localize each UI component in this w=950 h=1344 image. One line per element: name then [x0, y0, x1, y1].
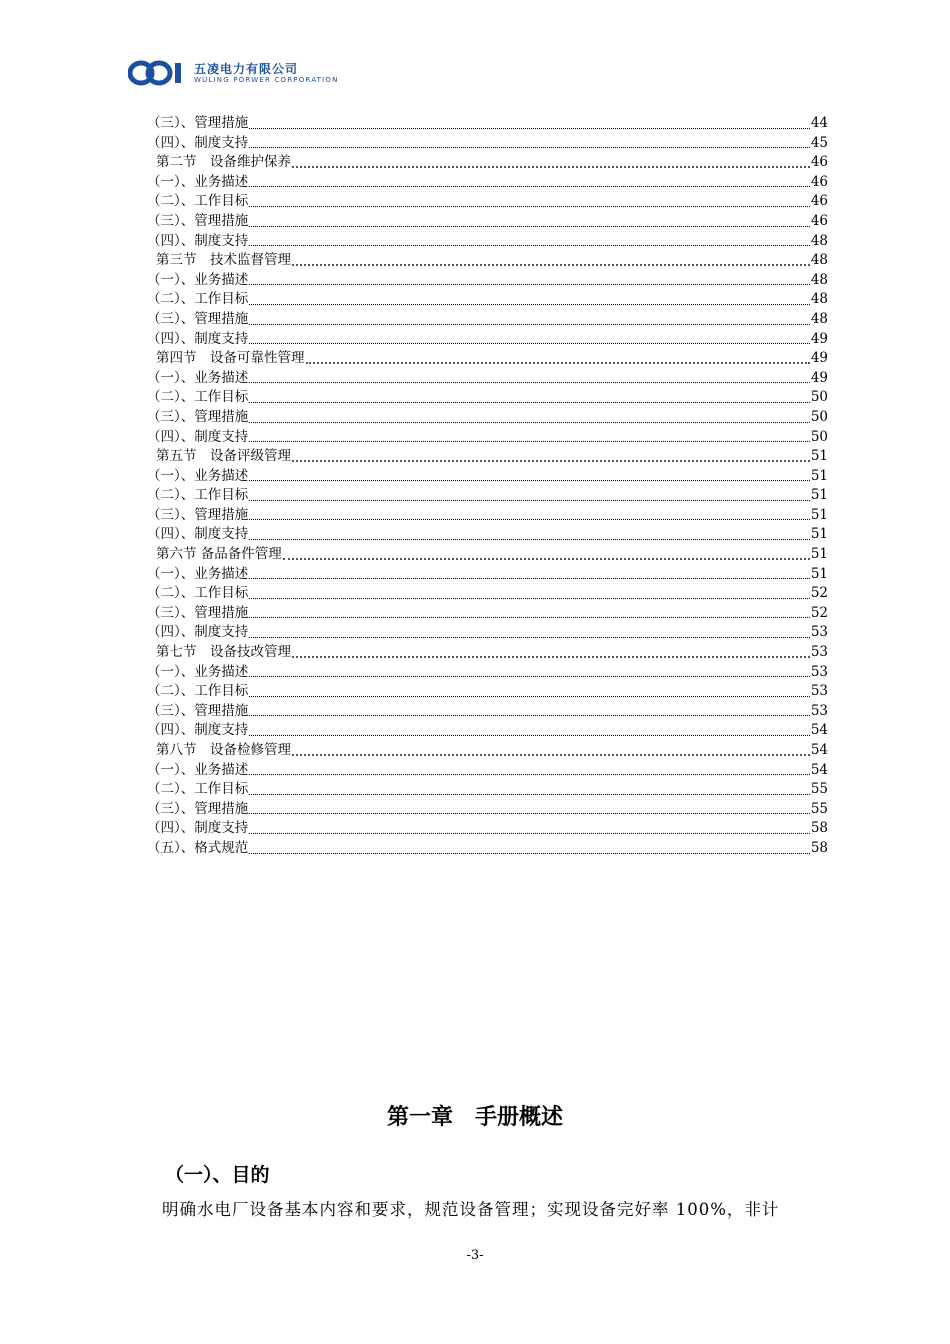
toc-entry[interactable]	[147, 467, 828, 487]
toc-entry-label: （一）、业务描述	[147, 369, 249, 386]
toc-entry-label: （一）、业务描述	[147, 467, 249, 484]
toc-entry-label: （一）、业务描述	[147, 761, 249, 778]
company-name-en: WULING PORWER CORPORATION	[194, 75, 339, 84]
toc-entry-page: 49	[810, 369, 828, 386]
toc-entry[interactable]	[147, 388, 828, 408]
subsection-title: （一）、目的	[165, 1164, 270, 1186]
toc-entry[interactable]	[147, 114, 828, 134]
toc-entry[interactable]	[147, 212, 828, 232]
toc-entry-label: （三）、管理措施	[147, 800, 249, 817]
toc-entry-label: （二）、工作目标	[147, 781, 249, 798]
toc-entry-label: （二）、工作目标	[147, 193, 249, 210]
toc-entry-label: （二）、工作目标	[147, 291, 249, 308]
toc-dot-leader	[249, 500, 810, 501]
toc-section-entry[interactable]	[147, 741, 828, 761]
toc-dot-leader	[249, 402, 810, 403]
toc-entry-page: 48	[810, 232, 828, 249]
toc-section-entry[interactable]	[147, 251, 828, 271]
toc-section-entry[interactable]	[147, 545, 828, 565]
toc-entry-label: （三）、管理措施	[147, 310, 249, 327]
toc-entry-page: 52	[810, 585, 828, 602]
toc-entry[interactable]	[147, 330, 828, 350]
toc-dot-leader	[249, 441, 810, 442]
toc-entry-page: 51	[810, 467, 828, 484]
toc-entry-label: （四）、制度支持	[147, 624, 249, 641]
toc-entry-page: 50	[810, 408, 828, 425]
toc-dot-leader	[249, 833, 810, 834]
toc-dot-leader	[249, 245, 810, 246]
toc-entry-page: 45	[810, 134, 828, 151]
toc-section-entry[interactable]	[147, 643, 828, 663]
toc-entry-page: 58	[810, 839, 828, 856]
toc-entry-label: （三）、管理措施	[147, 604, 249, 621]
toc-dot-leader	[249, 206, 810, 207]
toc-entry-label: （四）、制度支持	[147, 134, 249, 151]
toc-dot-leader	[292, 166, 810, 168]
toc-entry-page: 44	[810, 115, 828, 131]
toc-dot-leader	[249, 284, 810, 285]
toc-entry[interactable]	[147, 839, 828, 859]
toc-dot-leader	[249, 519, 810, 520]
table-of-contents	[147, 114, 828, 859]
toc-entry-page: 58	[810, 820, 828, 837]
toc-dot-leader	[249, 598, 810, 599]
toc-entry-page: 54	[810, 742, 828, 758]
toc-dot-leader	[249, 774, 810, 775]
toc-entry-page: 53	[810, 702, 828, 719]
toc-dot-leader	[249, 422, 810, 423]
toc-entry[interactable]	[147, 800, 828, 820]
toc-entry[interactable]	[147, 271, 828, 291]
toc-entry-page: 51	[810, 565, 828, 582]
page-header	[128, 60, 339, 86]
toc-entry[interactable]	[147, 780, 828, 800]
toc-entry-label: （一）、业务描述	[147, 271, 249, 288]
toc-entry-page: 52	[810, 604, 828, 621]
toc-entry[interactable]	[147, 663, 828, 683]
toc-dot-leader	[249, 715, 810, 716]
toc-entry-page: 53	[810, 644, 828, 661]
toc-entry-label: 第五节 设备评级管理	[156, 448, 291, 465]
toc-entry[interactable]	[147, 584, 828, 604]
toc-dot-leader	[306, 362, 810, 364]
company-name	[194, 63, 339, 84]
toc-dot-leader	[249, 480, 810, 481]
toc-entry[interactable]	[147, 761, 828, 781]
toc-entry[interactable]	[147, 290, 828, 310]
body-paragraph: 明确水电厂设备基本内容和要求，规范设备管理；实现设备完好率 100%，非计	[162, 1200, 780, 1219]
toc-entry[interactable]	[147, 819, 828, 839]
toc-entry-page: 51	[810, 506, 828, 523]
toc-entry-label: （四）、制度支持	[147, 330, 249, 347]
toc-dot-leader	[249, 617, 810, 618]
toc-entry-label: （一）、业务描述	[147, 663, 249, 680]
toc-dot-leader	[249, 637, 810, 638]
toc-dot-leader	[249, 304, 810, 305]
toc-entry-page: 54	[810, 722, 828, 739]
toc-entry[interactable]	[147, 134, 828, 154]
toc-dot-leader	[292, 754, 810, 756]
toc-entry-label: （三）、管理措施	[147, 408, 249, 425]
toc-dot-leader	[249, 676, 810, 677]
toc-entry-page: 48	[810, 310, 828, 327]
toc-entry[interactable]	[147, 525, 828, 545]
toc-entry-label: （一）、业务描述	[147, 565, 249, 582]
toc-entry-label: （三）、管理措施	[147, 702, 249, 719]
company-name-cn: 五凌电力有限公司	[194, 61, 299, 76]
toc-dot-leader	[249, 853, 810, 854]
toc-entry-page: 54	[810, 761, 828, 778]
toc-entry-label: 第四节 设备可靠性管理	[156, 350, 305, 367]
toc-entry[interactable]	[147, 623, 828, 643]
toc-entry[interactable]	[147, 702, 828, 722]
toc-dot-leader	[249, 539, 810, 540]
toc-entry[interactable]	[147, 408, 828, 428]
toc-entry-page: 51	[810, 487, 828, 504]
toc-dot-leader	[249, 794, 810, 795]
toc-entry-page: 51	[810, 546, 828, 563]
toc-dot-leader	[249, 813, 810, 814]
toc-entry-page: 48	[810, 291, 828, 308]
toc-entry[interactable]	[147, 486, 828, 506]
toc-entry-label: 第二节 设备维护保养	[156, 154, 291, 171]
toc-entry-page: 46	[810, 173, 828, 190]
toc-dot-leader	[249, 382, 810, 383]
toc-dot-leader	[249, 226, 810, 227]
toc-dot-leader	[249, 696, 810, 697]
toc-entry-label: 第六节 备品备件管理	[156, 546, 282, 563]
chapter-title: 第一章 手册概述	[386, 1105, 563, 1130]
toc-entry-page: 49	[810, 350, 828, 367]
toc-entry[interactable]	[147, 173, 828, 193]
toc-entry[interactable]	[147, 428, 828, 448]
toc-entry-label: 第三节 技术监督管理	[156, 252, 291, 269]
toc-entry[interactable]	[147, 721, 828, 741]
toc-entry-page: 51	[810, 448, 828, 465]
toc-dot-leader	[249, 343, 810, 344]
toc-entry-label: （五）、格式规范	[147, 839, 249, 856]
toc-dot-leader	[249, 147, 810, 148]
toc-entry-label: （四）、制度支持	[147, 526, 249, 543]
toc-entry-label: 第七节 设备技改管理	[156, 644, 291, 661]
toc-entry-page: 48	[810, 271, 828, 288]
toc-section-entry[interactable]	[147, 349, 828, 369]
toc-entry-label: （四）、制度支持	[147, 232, 249, 249]
toc-dot-leader	[292, 460, 810, 462]
toc-entry-page: 46	[810, 154, 828, 171]
toc-entry-label: （四）、制度支持	[147, 722, 249, 739]
toc-entry-label: 第八节 设备检修管理	[156, 742, 291, 758]
toc-entry-label: （三）、管理措施	[147, 212, 249, 229]
toc-entry-label: （二）、工作目标	[147, 683, 249, 700]
toc-dot-leader	[249, 186, 810, 187]
toc-entry-page: 50	[810, 428, 828, 445]
toc-dot-leader	[292, 264, 810, 266]
toc-entry[interactable]	[147, 604, 828, 624]
toc-entry-page: 51	[810, 526, 828, 543]
toc-entry[interactable]	[147, 565, 828, 585]
toc-entry-label: （二）、工作目标	[147, 487, 249, 504]
toc-entry-page: 53	[810, 624, 828, 641]
toc-entry[interactable]	[147, 682, 828, 702]
toc-entry-page: 46	[810, 212, 828, 229]
toc-entry-page: 53	[810, 683, 828, 700]
toc-entry-page: 50	[810, 389, 828, 406]
toc-entry-label: （二）、工作目标	[147, 389, 249, 406]
toc-dot-leader	[249, 735, 810, 736]
toc-entry[interactable]	[147, 369, 828, 389]
toc-dot-leader	[283, 558, 810, 560]
toc-entry[interactable]	[147, 232, 828, 252]
page-number: -3-	[466, 1248, 484, 1263]
company-logo-icon	[128, 60, 188, 86]
toc-entry-page: 49	[810, 330, 828, 347]
toc-section-entry[interactable]	[147, 447, 828, 467]
toc-dot-leader	[249, 324, 810, 325]
toc-entry-label: （四）、制度支持	[147, 820, 249, 837]
toc-entry-label: （四）、制度支持	[147, 428, 249, 445]
toc-entry-page: 48	[810, 252, 828, 269]
toc-entry-label: （三）、管理措施	[147, 506, 249, 523]
toc-entry[interactable]	[147, 310, 828, 330]
toc-dot-leader	[292, 656, 810, 658]
toc-entry-page: 53	[810, 663, 828, 680]
toc-entry-label: （三）、管理措施	[147, 115, 249, 131]
toc-entry[interactable]	[147, 506, 828, 526]
toc-entry-page: 46	[810, 193, 828, 210]
toc-entry[interactable]	[147, 192, 828, 212]
toc-section-entry[interactable]	[147, 153, 828, 173]
toc-entry-label: （一）、业务描述	[147, 173, 249, 190]
toc-dot-leader	[249, 128, 810, 129]
toc-entry-page: 55	[810, 800, 828, 817]
toc-entry-page: 55	[810, 781, 828, 798]
toc-dot-leader	[249, 578, 810, 579]
toc-entry-label: （二）、工作目标	[147, 585, 249, 602]
